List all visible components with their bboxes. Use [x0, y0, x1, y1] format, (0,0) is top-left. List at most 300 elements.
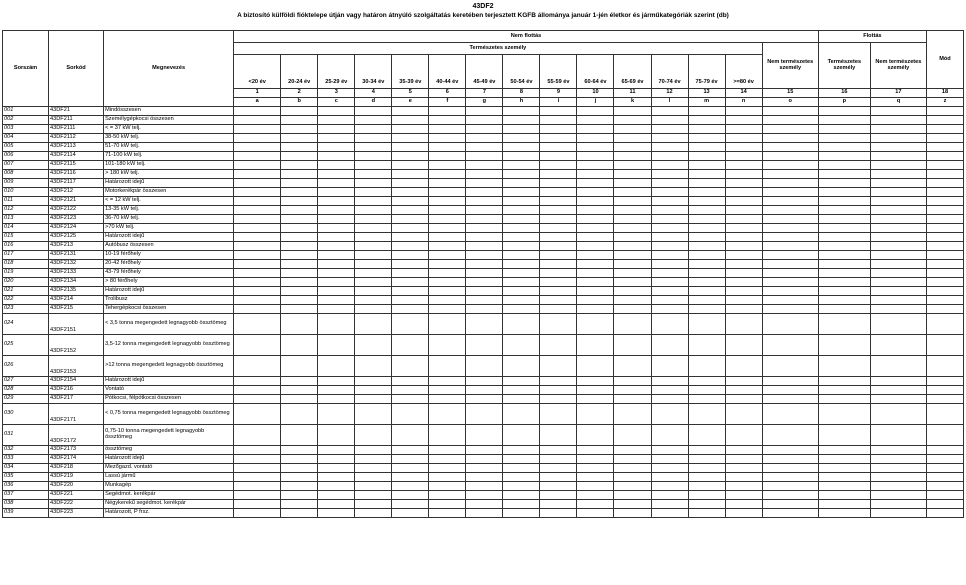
data-cell[interactable]	[762, 314, 818, 335]
data-cell[interactable]	[725, 242, 762, 251]
data-cell[interactable]	[281, 500, 318, 509]
data-cell[interactable]	[429, 224, 466, 233]
data-cell[interactable]	[466, 296, 503, 305]
data-cell[interactable]	[725, 125, 762, 134]
data-cell[interactable]	[234, 509, 281, 518]
data-cell[interactable]	[614, 335, 651, 356]
data-cell[interactable]	[651, 233, 688, 242]
data-cell[interactable]	[762, 161, 818, 170]
data-cell[interactable]	[503, 197, 540, 206]
data-cell[interactable]	[614, 509, 651, 518]
data-cell[interactable]	[762, 356, 818, 377]
data-cell[interactable]	[688, 425, 725, 446]
data-cell[interactable]	[392, 278, 429, 287]
data-cell[interactable]	[281, 170, 318, 179]
data-cell[interactable]	[651, 278, 688, 287]
data-cell[interactable]	[926, 152, 963, 161]
data-cell[interactable]	[926, 386, 963, 395]
data-cell[interactable]	[926, 287, 963, 296]
data-cell[interactable]	[577, 125, 614, 134]
data-cell[interactable]	[926, 464, 963, 473]
data-cell[interactable]	[651, 464, 688, 473]
data-cell[interactable]	[540, 188, 577, 197]
data-cell[interactable]	[318, 314, 355, 335]
data-cell[interactable]	[818, 107, 870, 116]
data-cell[interactable]	[355, 188, 392, 197]
data-cell[interactable]	[725, 215, 762, 224]
data-cell[interactable]	[926, 107, 963, 116]
data-cell[interactable]	[281, 206, 318, 215]
data-cell[interactable]	[503, 314, 540, 335]
data-cell[interactable]	[614, 206, 651, 215]
data-cell[interactable]	[926, 251, 963, 260]
data-cell[interactable]	[577, 446, 614, 455]
data-cell[interactable]	[355, 215, 392, 224]
data-cell[interactable]	[577, 161, 614, 170]
data-cell[interactable]	[725, 425, 762, 446]
data-cell[interactable]	[234, 356, 281, 377]
data-cell[interactable]	[318, 233, 355, 242]
data-cell[interactable]	[392, 491, 429, 500]
data-cell[interactable]	[870, 170, 926, 179]
data-cell[interactable]	[503, 116, 540, 125]
data-cell[interactable]	[466, 233, 503, 242]
data-cell[interactable]	[870, 188, 926, 197]
data-cell[interactable]	[503, 482, 540, 491]
data-cell[interactable]	[392, 107, 429, 116]
data-cell[interactable]	[318, 260, 355, 269]
data-cell[interactable]	[614, 491, 651, 500]
data-cell[interactable]	[281, 386, 318, 395]
data-cell[interactable]	[870, 386, 926, 395]
data-cell[interactable]	[429, 404, 466, 425]
data-cell[interactable]	[926, 143, 963, 152]
data-cell[interactable]	[429, 425, 466, 446]
data-cell[interactable]	[429, 464, 466, 473]
data-cell[interactable]	[926, 161, 963, 170]
data-cell[interactable]	[577, 278, 614, 287]
data-cell[interactable]	[577, 491, 614, 500]
data-cell[interactable]	[818, 233, 870, 242]
data-cell[interactable]	[392, 509, 429, 518]
data-cell[interactable]	[870, 107, 926, 116]
data-cell[interactable]	[355, 356, 392, 377]
data-cell[interactable]	[762, 107, 818, 116]
data-cell[interactable]	[503, 305, 540, 314]
data-cell[interactable]	[540, 179, 577, 188]
data-cell[interactable]	[318, 188, 355, 197]
data-cell[interactable]	[392, 125, 429, 134]
data-cell[interactable]	[281, 473, 318, 482]
data-cell[interactable]	[818, 404, 870, 425]
data-cell[interactable]	[926, 425, 963, 446]
data-cell[interactable]	[614, 260, 651, 269]
data-cell[interactable]	[577, 179, 614, 188]
data-cell[interactable]	[281, 107, 318, 116]
data-cell[interactable]	[725, 335, 762, 356]
data-cell[interactable]	[392, 335, 429, 356]
data-cell[interactable]	[234, 464, 281, 473]
data-cell[interactable]	[355, 455, 392, 464]
data-cell[interactable]	[725, 455, 762, 464]
data-cell[interactable]	[577, 455, 614, 464]
data-cell[interactable]	[818, 335, 870, 356]
data-cell[interactable]	[503, 125, 540, 134]
data-cell[interactable]	[870, 251, 926, 260]
data-cell[interactable]	[318, 170, 355, 179]
data-cell[interactable]	[281, 179, 318, 188]
data-cell[interactable]	[355, 161, 392, 170]
data-cell[interactable]	[762, 170, 818, 179]
data-cell[interactable]	[870, 125, 926, 134]
data-cell[interactable]	[688, 161, 725, 170]
data-cell[interactable]	[503, 278, 540, 287]
data-cell[interactable]	[577, 500, 614, 509]
data-cell[interactable]	[234, 170, 281, 179]
data-cell[interactable]	[762, 446, 818, 455]
data-cell[interactable]	[818, 509, 870, 518]
data-cell[interactable]	[688, 107, 725, 116]
data-cell[interactable]	[577, 116, 614, 125]
data-cell[interactable]	[577, 188, 614, 197]
data-cell[interactable]	[281, 446, 318, 455]
data-cell[interactable]	[688, 170, 725, 179]
data-cell[interactable]	[540, 404, 577, 425]
data-cell[interactable]	[503, 251, 540, 260]
data-cell[interactable]	[429, 143, 466, 152]
data-cell[interactable]	[651, 335, 688, 356]
data-cell[interactable]	[281, 224, 318, 233]
data-cell[interactable]	[926, 446, 963, 455]
data-cell[interactable]	[503, 356, 540, 377]
data-cell[interactable]	[725, 482, 762, 491]
data-cell[interactable]	[281, 464, 318, 473]
data-cell[interactable]	[318, 500, 355, 509]
data-cell[interactable]	[725, 161, 762, 170]
data-cell[interactable]	[466, 500, 503, 509]
data-cell[interactable]	[466, 395, 503, 404]
data-cell[interactable]	[429, 188, 466, 197]
data-cell[interactable]	[540, 107, 577, 116]
data-cell[interactable]	[818, 305, 870, 314]
data-cell[interactable]	[234, 473, 281, 482]
data-cell[interactable]	[870, 464, 926, 473]
data-cell[interactable]	[466, 197, 503, 206]
data-cell[interactable]	[503, 455, 540, 464]
data-cell[interactable]	[688, 179, 725, 188]
data-cell[interactable]	[651, 455, 688, 464]
data-cell[interactable]	[762, 464, 818, 473]
data-cell[interactable]	[355, 404, 392, 425]
data-cell[interactable]	[429, 386, 466, 395]
data-cell[interactable]	[577, 377, 614, 386]
data-cell[interactable]	[725, 233, 762, 242]
data-cell[interactable]	[503, 446, 540, 455]
data-cell[interactable]	[577, 305, 614, 314]
data-cell[interactable]	[870, 161, 926, 170]
data-cell[interactable]	[762, 134, 818, 143]
data-cell[interactable]	[688, 473, 725, 482]
data-cell[interactable]	[651, 107, 688, 116]
data-cell[interactable]	[762, 179, 818, 188]
data-cell[interactable]	[688, 278, 725, 287]
data-cell[interactable]	[688, 404, 725, 425]
data-cell[interactable]	[392, 455, 429, 464]
data-cell[interactable]	[466, 305, 503, 314]
data-cell[interactable]	[651, 188, 688, 197]
data-cell[interactable]	[429, 179, 466, 188]
data-cell[interactable]	[281, 314, 318, 335]
data-cell[interactable]	[651, 125, 688, 134]
data-cell[interactable]	[392, 473, 429, 482]
data-cell[interactable]	[651, 215, 688, 224]
data-cell[interactable]	[429, 356, 466, 377]
data-cell[interactable]	[355, 491, 392, 500]
data-cell[interactable]	[540, 233, 577, 242]
data-cell[interactable]	[926, 125, 963, 134]
data-cell[interactable]	[503, 206, 540, 215]
data-cell[interactable]	[234, 251, 281, 260]
data-cell[interactable]	[577, 215, 614, 224]
data-cell[interactable]	[926, 500, 963, 509]
data-cell[interactable]	[318, 125, 355, 134]
data-cell[interactable]	[429, 251, 466, 260]
data-cell[interactable]	[503, 509, 540, 518]
data-cell[interactable]	[870, 335, 926, 356]
data-cell[interactable]	[762, 500, 818, 509]
data-cell[interactable]	[762, 425, 818, 446]
data-cell[interactable]	[429, 305, 466, 314]
data-cell[interactable]	[318, 482, 355, 491]
data-cell[interactable]	[355, 509, 392, 518]
data-cell[interactable]	[688, 377, 725, 386]
data-cell[interactable]	[725, 197, 762, 206]
data-cell[interactable]	[651, 143, 688, 152]
data-cell[interactable]	[392, 134, 429, 143]
data-cell[interactable]	[503, 425, 540, 446]
data-cell[interactable]	[281, 188, 318, 197]
data-cell[interactable]	[318, 206, 355, 215]
data-cell[interactable]	[355, 287, 392, 296]
data-cell[interactable]	[762, 404, 818, 425]
data-cell[interactable]	[429, 314, 466, 335]
data-cell[interactable]	[429, 377, 466, 386]
data-cell[interactable]	[651, 404, 688, 425]
data-cell[interactable]	[870, 296, 926, 305]
data-cell[interactable]	[651, 152, 688, 161]
data-cell[interactable]	[688, 143, 725, 152]
data-cell[interactable]	[318, 179, 355, 188]
data-cell[interactable]	[818, 269, 870, 278]
data-cell[interactable]	[926, 314, 963, 335]
data-cell[interactable]	[540, 260, 577, 269]
data-cell[interactable]	[318, 446, 355, 455]
data-cell[interactable]	[392, 197, 429, 206]
data-cell[interactable]	[355, 473, 392, 482]
data-cell[interactable]	[870, 242, 926, 251]
data-cell[interactable]	[762, 335, 818, 356]
data-cell[interactable]	[503, 404, 540, 425]
data-cell[interactable]	[540, 482, 577, 491]
data-cell[interactable]	[614, 404, 651, 425]
data-cell[interactable]	[540, 206, 577, 215]
data-cell[interactable]	[318, 143, 355, 152]
data-cell[interactable]	[392, 314, 429, 335]
data-cell[interactable]	[355, 206, 392, 215]
data-cell[interactable]	[818, 287, 870, 296]
data-cell[interactable]	[392, 296, 429, 305]
data-cell[interactable]	[577, 224, 614, 233]
data-cell[interactable]	[725, 500, 762, 509]
data-cell[interactable]	[318, 116, 355, 125]
data-cell[interactable]	[725, 473, 762, 482]
data-cell[interactable]	[614, 107, 651, 116]
data-cell[interactable]	[281, 425, 318, 446]
data-cell[interactable]	[762, 197, 818, 206]
data-cell[interactable]	[281, 269, 318, 278]
data-cell[interactable]	[651, 491, 688, 500]
data-cell[interactable]	[818, 116, 870, 125]
data-cell[interactable]	[651, 260, 688, 269]
data-cell[interactable]	[281, 305, 318, 314]
data-cell[interactable]	[725, 287, 762, 296]
data-cell[interactable]	[429, 287, 466, 296]
data-cell[interactable]	[234, 224, 281, 233]
data-cell[interactable]	[577, 356, 614, 377]
data-cell[interactable]	[762, 116, 818, 125]
data-cell[interactable]	[926, 260, 963, 269]
data-cell[interactable]	[818, 386, 870, 395]
data-cell[interactable]	[818, 242, 870, 251]
data-cell[interactable]	[725, 260, 762, 269]
data-cell[interactable]	[503, 224, 540, 233]
data-cell[interactable]	[725, 305, 762, 314]
data-cell[interactable]	[725, 278, 762, 287]
data-cell[interactable]	[392, 143, 429, 152]
data-cell[interactable]	[688, 215, 725, 224]
data-cell[interactable]	[818, 215, 870, 224]
data-cell[interactable]	[392, 215, 429, 224]
data-cell[interactable]	[503, 335, 540, 356]
data-cell[interactable]	[540, 170, 577, 179]
data-cell[interactable]	[870, 179, 926, 188]
data-cell[interactable]	[870, 260, 926, 269]
data-cell[interactable]	[762, 296, 818, 305]
data-cell[interactable]	[429, 242, 466, 251]
data-cell[interactable]	[281, 296, 318, 305]
data-cell[interactable]	[577, 170, 614, 179]
data-cell[interactable]	[355, 251, 392, 260]
data-cell[interactable]	[392, 116, 429, 125]
data-cell[interactable]	[503, 215, 540, 224]
data-cell[interactable]	[725, 377, 762, 386]
data-cell[interactable]	[392, 482, 429, 491]
data-cell[interactable]	[577, 404, 614, 425]
data-cell[interactable]	[870, 269, 926, 278]
data-cell[interactable]	[577, 473, 614, 482]
data-cell[interactable]	[870, 377, 926, 386]
data-cell[interactable]	[762, 152, 818, 161]
data-cell[interactable]	[355, 224, 392, 233]
data-cell[interactable]	[355, 296, 392, 305]
data-cell[interactable]	[577, 314, 614, 335]
data-cell[interactable]	[926, 170, 963, 179]
data-cell[interactable]	[870, 425, 926, 446]
data-cell[interactable]	[392, 446, 429, 455]
data-cell[interactable]	[818, 143, 870, 152]
data-cell[interactable]	[577, 242, 614, 251]
data-cell[interactable]	[614, 197, 651, 206]
data-cell[interactable]	[818, 473, 870, 482]
data-cell[interactable]	[577, 287, 614, 296]
data-cell[interactable]	[355, 500, 392, 509]
data-cell[interactable]	[614, 251, 651, 260]
data-cell[interactable]	[234, 335, 281, 356]
data-cell[interactable]	[540, 269, 577, 278]
data-cell[interactable]	[540, 278, 577, 287]
data-cell[interactable]	[688, 188, 725, 197]
data-cell[interactable]	[614, 500, 651, 509]
data-cell[interactable]	[577, 233, 614, 242]
data-cell[interactable]	[926, 335, 963, 356]
data-cell[interactable]	[614, 464, 651, 473]
data-cell[interactable]	[926, 215, 963, 224]
data-cell[interactable]	[926, 305, 963, 314]
data-cell[interactable]	[281, 161, 318, 170]
data-cell[interactable]	[577, 107, 614, 116]
data-cell[interactable]	[688, 233, 725, 242]
data-cell[interactable]	[429, 215, 466, 224]
data-cell[interactable]	[318, 455, 355, 464]
data-cell[interactable]	[281, 287, 318, 296]
data-cell[interactable]	[234, 287, 281, 296]
data-cell[interactable]	[614, 170, 651, 179]
data-cell[interactable]	[688, 251, 725, 260]
data-cell[interactable]	[234, 500, 281, 509]
data-cell[interactable]	[688, 224, 725, 233]
data-cell[interactable]	[614, 482, 651, 491]
data-cell[interactable]	[870, 143, 926, 152]
data-cell[interactable]	[318, 404, 355, 425]
data-cell[interactable]	[355, 242, 392, 251]
data-cell[interactable]	[234, 107, 281, 116]
data-cell[interactable]	[392, 224, 429, 233]
data-cell[interactable]	[540, 125, 577, 134]
data-cell[interactable]	[688, 314, 725, 335]
data-cell[interactable]	[926, 188, 963, 197]
data-cell[interactable]	[651, 509, 688, 518]
data-cell[interactable]	[355, 134, 392, 143]
data-cell[interactable]	[466, 224, 503, 233]
data-cell[interactable]	[870, 395, 926, 404]
data-cell[interactable]	[281, 197, 318, 206]
data-cell[interactable]	[651, 296, 688, 305]
data-cell[interactable]	[818, 224, 870, 233]
data-cell[interactable]	[614, 242, 651, 251]
data-cell[interactable]	[466, 377, 503, 386]
data-cell[interactable]	[503, 473, 540, 482]
data-cell[interactable]	[651, 269, 688, 278]
data-cell[interactable]	[688, 206, 725, 215]
data-cell[interactable]	[234, 233, 281, 242]
data-cell[interactable]	[466, 134, 503, 143]
data-cell[interactable]	[281, 134, 318, 143]
data-cell[interactable]	[392, 179, 429, 188]
data-cell[interactable]	[234, 134, 281, 143]
data-cell[interactable]	[870, 278, 926, 287]
data-cell[interactable]	[614, 224, 651, 233]
data-cell[interactable]	[926, 233, 963, 242]
